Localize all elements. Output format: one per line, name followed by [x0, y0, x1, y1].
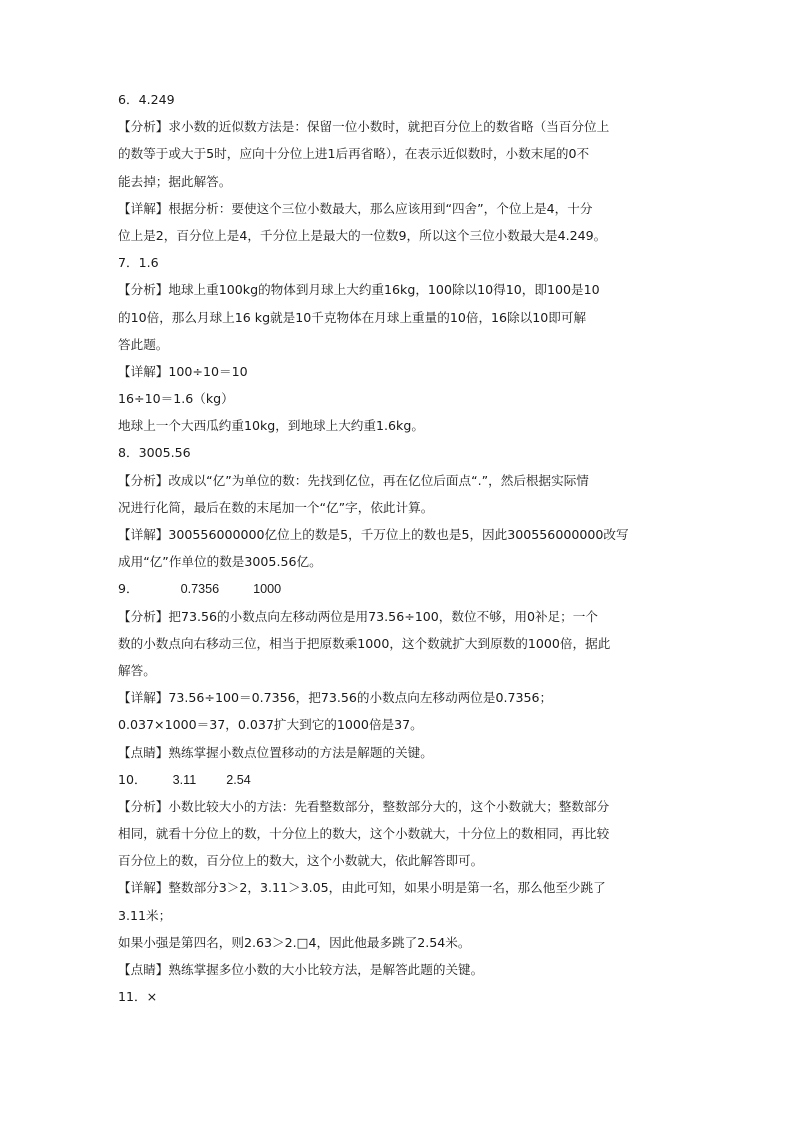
q7-detail-line-2: 16÷10＝1.6（kg）	[118, 391, 234, 407]
q7-analysis-line-2: 的10倍，那么月球上16 kg就是10千克物体在月球上重量的10倍，16除以10即可解	[118, 309, 587, 325]
q8-analysis-line-1: 【分析】改成以“亿”为单位的数：先找到亿位，再在亿位后面点“.”，然后根据实际情	[118, 472, 589, 488]
q9-answer	[118, 575, 678, 602]
q10-detail-line-3: 如果小强是第四名，则2.63＞2.□4，因此他最多跳了2.54米。	[118, 934, 471, 950]
q9-analysis-line-2: 数的小数点向右移动三位，相当于把原数乘1000，这个数就扩大到原数的1000倍，据此	[118, 635, 611, 651]
answer-document	[118, 86, 678, 1010]
q7-answer: 7．1.6	[118, 255, 159, 271]
q9-key-point: 【点睛】熟练掌握小数点位置移动的方法是解题的关键。	[118, 744, 433, 760]
q10-analysis-line-2: 相同，就看十分位上的数，十分位上的数大，这个小数就大，十分位上的数相同，再比较	[118, 826, 610, 842]
q10-answer-1: 3.11	[172, 772, 197, 787]
q9-detail-line-2: 0.037×1000＝37，0.037扩大到它的1000倍是37。	[118, 717, 423, 733]
q9-analysis-line-1: 【分析】把73.56的小数点向左移动两位是用73.56÷100，数位不够，用0补足；一个	[118, 608, 598, 624]
q8-detail-line-1: 【详解】300556000000亿位上的数是5，千万位上的数也是5，因此300556000000改写	[118, 527, 629, 542]
q9-detail-line-1: 【详解】73.56÷100＝0.7356，把73.56的小数点向左移动两位是0.7356；	[118, 690, 553, 706]
q9-answer-1: 0.7356	[180, 582, 220, 597]
q10-detail-line-1: 【详解】整数部分3＞2，3.11＞3.05，由此可知，如果小明是第一名，那么他至少跳了	[118, 880, 606, 896]
q10-analysis-line-1: 【分析】小数比较大小的方法：先看整数部分，整数部分大的，这个小数就大；整数部分	[118, 798, 610, 814]
q7-analysis-line-3: 答此题。	[118, 336, 169, 352]
q10-number: 10．	[118, 771, 147, 787]
q9-answer-2: 1000	[253, 582, 282, 597]
q7-detail-line-1: 【详解】100÷10＝10	[118, 363, 248, 379]
q10-answer	[118, 766, 678, 793]
q7-analysis-line-1: 【分析】地球上重100kg的物体到月球上大约重16kg，100除以10得10，即100是10	[118, 282, 600, 298]
q6-analysis-line-1: 【分析】求小数的近似数方法是：保留一位小数时，就把百分位上的数省略（当百分位上	[118, 119, 610, 135]
q10-answer-2: 2.54	[226, 772, 251, 787]
q10-detail-line-2: 3.11米；	[118, 907, 172, 923]
q10-analysis-line-3: 百分位上的数，百分位上的数大，这个小数就大，依此解答即可。	[118, 853, 484, 869]
q11-answer: 11．×	[118, 989, 158, 1005]
q6-analysis-line-3: 能去掉；据此解答。	[118, 173, 232, 189]
q8-analysis-line-2: 况进行化简，最后在数的末尾加一个“亿”字，依此计算。	[118, 499, 434, 515]
q6-answer: 6．4.249	[118, 92, 175, 107]
q9-number: 9．	[118, 581, 139, 597]
q6-analysis-line-2: 的数等于或大于5时，应向十分位上进1后再省略），在表示近似数时，小数末尾的0不	[118, 146, 590, 162]
q8-answer: 8．3005.56	[118, 445, 191, 461]
q6-detail-line-2: 位上是2，百分位上是4，千分位上是最大的一位数9，所以这个三位小数最大是4.249。	[118, 227, 607, 243]
q7-detail-line-3: 地球上一个大西瓜约重10kg，到地球上大约重1.6kg。	[118, 418, 424, 434]
q8-detail-line-2: 成用“亿”作单位的数是3005.56亿。	[118, 554, 322, 570]
q6-detail-line-1: 【详解】根据分析：要使这个三位小数最大，那么应该用到“四舍”，个位上是4，十分	[118, 200, 593, 216]
q10-key-point: 【点睛】熟练掌握多位小数的大小比较方法，是解答此题的关键。	[118, 962, 484, 977]
q9-analysis-line-3: 解答。	[118, 662, 156, 678]
